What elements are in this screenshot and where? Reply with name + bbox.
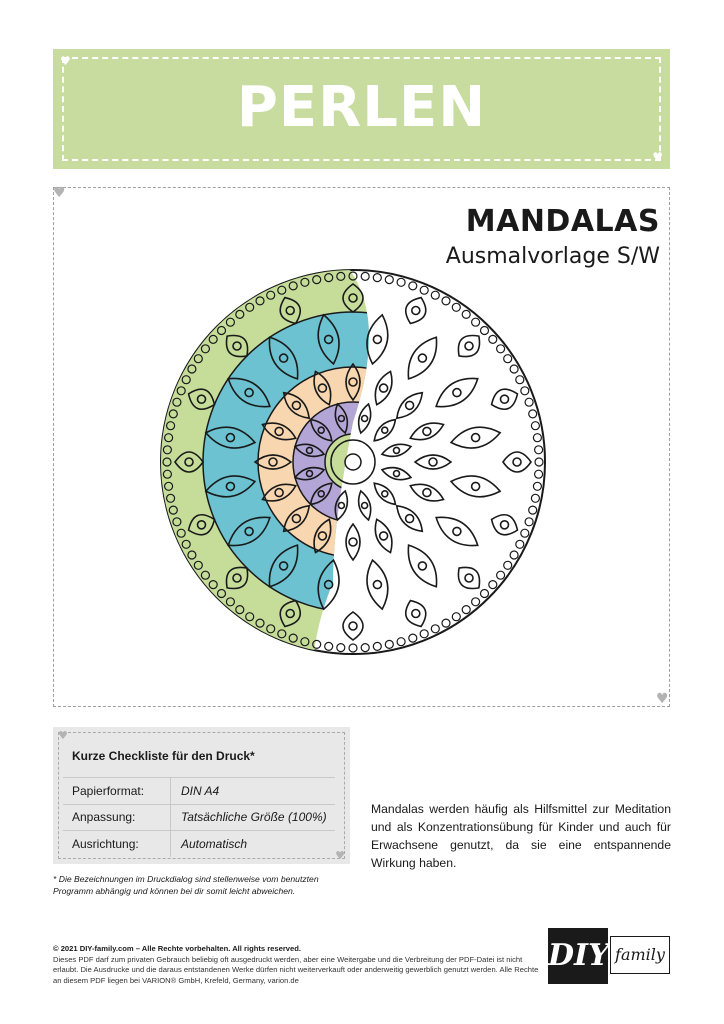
logo-family-mark: family bbox=[610, 936, 670, 974]
checklist-title: Kurze Checkliste für den Druck* bbox=[72, 749, 255, 763]
heart-icon: ♥ bbox=[58, 729, 68, 742]
footnote: * Die Bezeichnungen im Druckdialog sind stellenweise vom benutzten Programm abhängig und können bei dir somit leicht abweichen. bbox=[53, 874, 319, 896]
diy-family-logo bbox=[548, 928, 671, 984]
legal-notice bbox=[53, 944, 543, 986]
page-title: PERLEN bbox=[236, 75, 487, 140]
checklist-label: Anpassung: bbox=[72, 810, 136, 824]
checklist-label: Ausrichtung: bbox=[72, 837, 139, 851]
checklist-row bbox=[63, 831, 335, 857]
checklist-value: DIN A4 bbox=[181, 784, 220, 798]
copyright-text: Dieses PDF darf zum privaten Gebrauch beliebig oft ausgedruckt werden, aber eine Weitergabe und die Verbreitung der PDF-Datei ist nicht erlaubt. Die Ausdrucke und die daraus entstandenen Werke dürfen nicht weiterverkauft oder anderweitig gewerblich genutzt werden. Alle Rechte an diesem PDF liegen bei VARION® GmbH, Krefeld, Germany, varion.de bbox=[53, 954, 539, 985]
checklist-row bbox=[63, 777, 335, 805]
heart-icon: ♥ bbox=[53, 185, 66, 201]
checklist-row bbox=[63, 804, 335, 831]
print-checklist bbox=[53, 727, 350, 864]
copyright-heading: © 2021 DIY-family.com – Alle Rechte vorbehalten. All rights reserved. bbox=[53, 944, 301, 953]
heart-icon: ♥ bbox=[60, 54, 71, 68]
heart-icon: ♥ bbox=[335, 849, 345, 862]
description-text: Mandalas werden häufig als Hilfsmittel zur Meditation und als Konzentrationsübung für Kinder und auch für Erwachsene genutzt, da sie eine entspannende Wirkung haben. bbox=[371, 802, 671, 870]
section-subtitle: Ausmalvorlage S/W bbox=[445, 244, 660, 269]
heart-icon: ♥ bbox=[652, 150, 663, 164]
checklist-value: Tatsächliche Größe (100%) bbox=[181, 810, 327, 824]
mandala-illustration bbox=[148, 257, 558, 667]
logo-diy-mark: DIY bbox=[548, 928, 608, 984]
heart-icon: ♥ bbox=[656, 691, 669, 707]
checklist-label: Papierformat: bbox=[72, 784, 145, 798]
checklist-value: Automatisch bbox=[181, 837, 248, 851]
section-title: MANDALAS bbox=[465, 204, 660, 239]
title-banner bbox=[53, 49, 670, 169]
